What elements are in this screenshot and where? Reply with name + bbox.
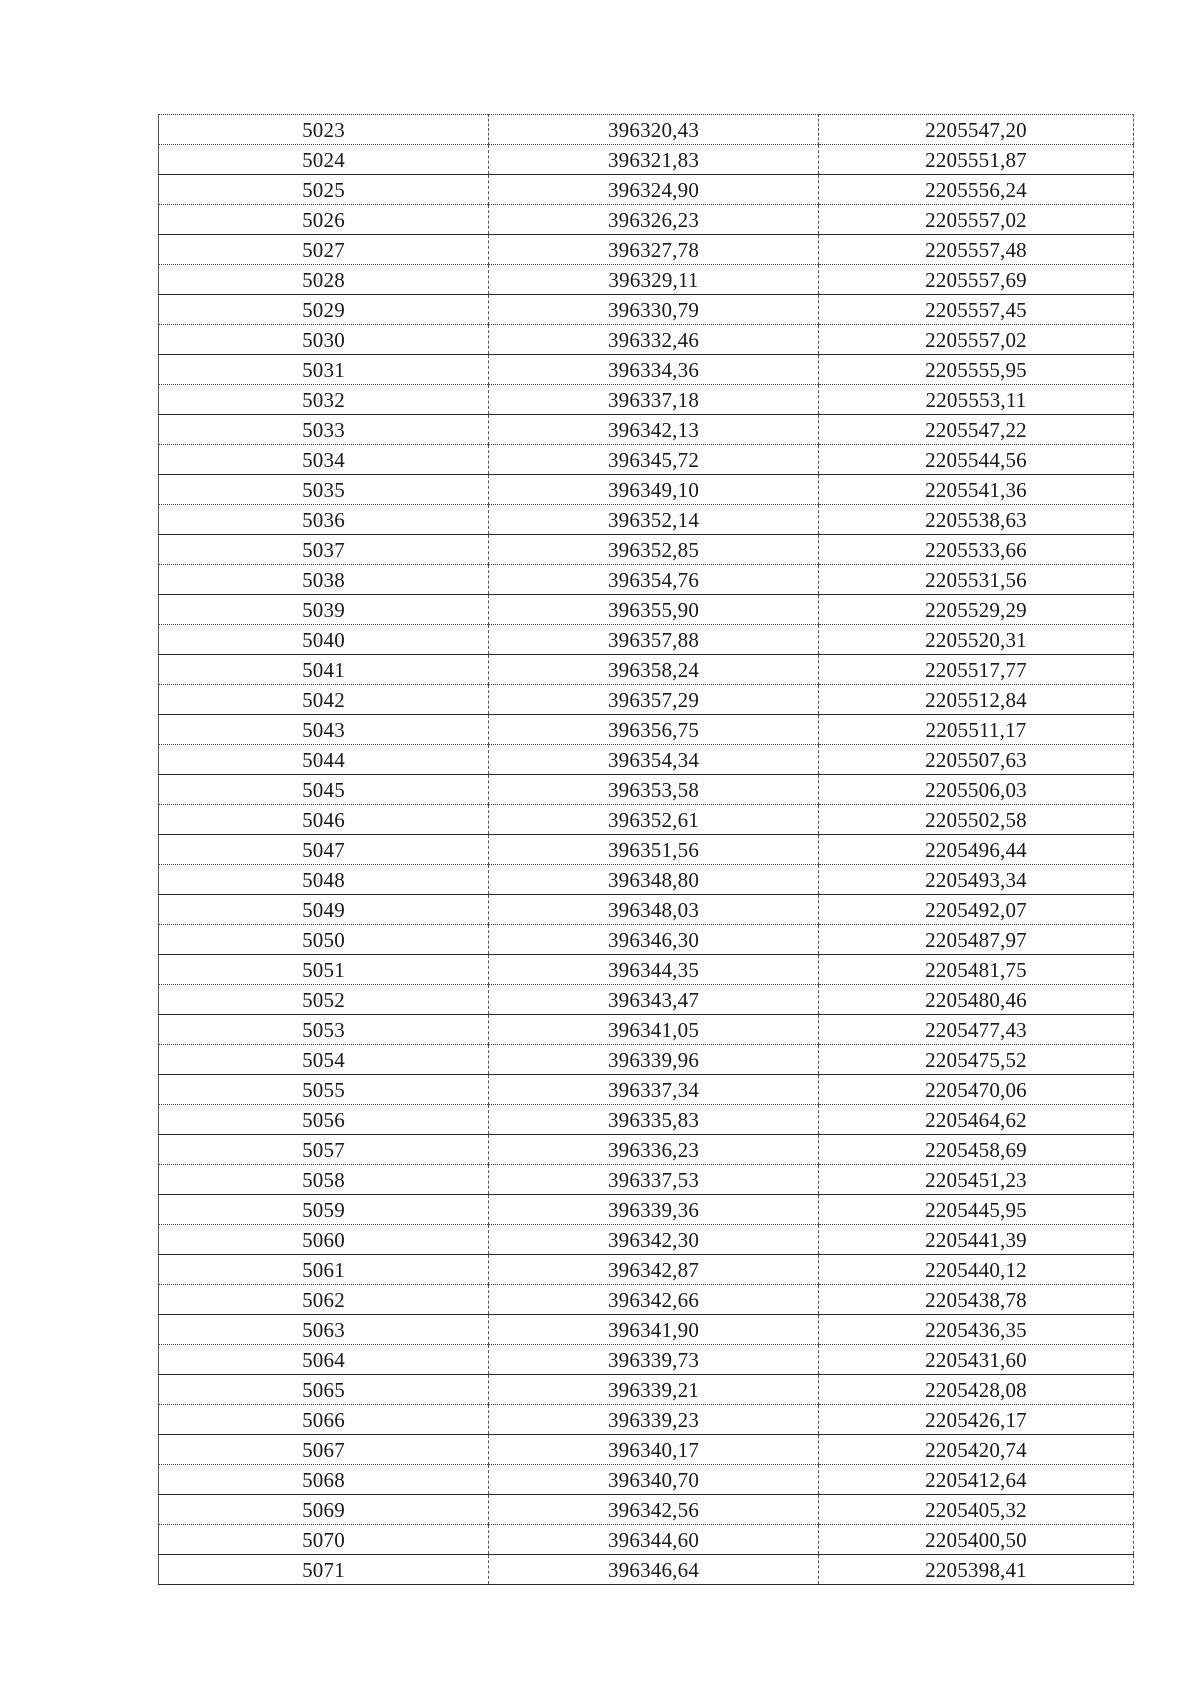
x-coordinate-cell: 396341,90 — [489, 1315, 819, 1345]
table-row — [159, 1435, 1134, 1465]
y-coordinate-cell: 2205538,63 — [819, 505, 1134, 535]
table-row — [159, 235, 1134, 265]
x-coordinate-cell: 396352,61 — [489, 805, 819, 835]
x-coordinate-cell: 396348,80 — [489, 865, 819, 895]
x-coordinate-cell: 396337,18 — [489, 385, 819, 415]
coordinates-table-body — [159, 115, 1134, 1585]
table-row — [159, 1015, 1134, 1045]
y-coordinate-cell: 2205547,20 — [819, 115, 1134, 145]
y-coordinate-cell: 2205451,23 — [819, 1165, 1134, 1195]
table-row — [159, 1525, 1134, 1555]
x-coordinate-cell: 396346,30 — [489, 925, 819, 955]
point-number-cell: 5038 — [159, 565, 489, 595]
table-row — [159, 1285, 1134, 1315]
y-coordinate-cell: 2205458,69 — [819, 1135, 1134, 1165]
y-coordinate-cell: 2205511,17 — [819, 715, 1134, 745]
point-number-cell: 5050 — [159, 925, 489, 955]
point-number-cell: 5071 — [159, 1555, 489, 1585]
y-coordinate-cell: 2205541,36 — [819, 475, 1134, 505]
x-coordinate-cell: 396343,47 — [489, 985, 819, 1015]
y-coordinate-cell: 2205547,22 — [819, 415, 1134, 445]
y-coordinate-cell: 2205557,69 — [819, 265, 1134, 295]
y-coordinate-cell: 2205533,66 — [819, 535, 1134, 565]
point-number-cell: 5040 — [159, 625, 489, 655]
x-coordinate-cell: 396341,05 — [489, 1015, 819, 1045]
point-number-cell: 5061 — [159, 1255, 489, 1285]
table-row — [159, 1315, 1134, 1345]
x-coordinate-cell: 396353,58 — [489, 775, 819, 805]
table-row — [159, 1465, 1134, 1495]
y-coordinate-cell: 2205400,50 — [819, 1525, 1134, 1555]
table-row — [159, 655, 1134, 685]
point-number-cell: 5054 — [159, 1045, 489, 1075]
y-coordinate-cell: 2205464,62 — [819, 1105, 1134, 1135]
point-number-cell: 5070 — [159, 1525, 489, 1555]
point-number-cell: 5060 — [159, 1225, 489, 1255]
y-coordinate-cell: 2205440,12 — [819, 1255, 1134, 1285]
y-coordinate-cell: 2205544,56 — [819, 445, 1134, 475]
table-row — [159, 1165, 1134, 1195]
point-number-cell: 5049 — [159, 895, 489, 925]
x-coordinate-cell: 396340,70 — [489, 1465, 819, 1495]
point-number-cell: 5032 — [159, 385, 489, 415]
point-number-cell: 5031 — [159, 355, 489, 385]
y-coordinate-cell: 2205438,78 — [819, 1285, 1134, 1315]
table-row — [159, 835, 1134, 865]
table-row — [159, 985, 1134, 1015]
x-coordinate-cell: 396332,46 — [489, 325, 819, 355]
point-number-cell: 5028 — [159, 265, 489, 295]
x-coordinate-cell: 396342,30 — [489, 1225, 819, 1255]
table-row — [159, 925, 1134, 955]
x-coordinate-cell: 396352,14 — [489, 505, 819, 535]
point-number-cell: 5058 — [159, 1165, 489, 1195]
x-coordinate-cell: 396327,78 — [489, 235, 819, 265]
x-coordinate-cell: 396351,56 — [489, 835, 819, 865]
y-coordinate-cell: 2205412,64 — [819, 1465, 1134, 1495]
table-row — [159, 175, 1134, 205]
x-coordinate-cell: 396356,75 — [489, 715, 819, 745]
table-row — [159, 775, 1134, 805]
point-number-cell: 5048 — [159, 865, 489, 895]
table-row — [159, 745, 1134, 775]
point-number-cell: 5037 — [159, 535, 489, 565]
x-coordinate-cell: 396329,11 — [489, 265, 819, 295]
point-number-cell: 5062 — [159, 1285, 489, 1315]
x-coordinate-cell: 396324,90 — [489, 175, 819, 205]
table-row — [159, 535, 1134, 565]
x-coordinate-cell: 396339,96 — [489, 1045, 819, 1075]
y-coordinate-cell: 2205493,34 — [819, 865, 1134, 895]
y-coordinate-cell: 2205470,06 — [819, 1075, 1134, 1105]
y-coordinate-cell: 2205428,08 — [819, 1375, 1134, 1405]
table-row — [159, 385, 1134, 415]
table-row — [159, 805, 1134, 835]
y-coordinate-cell: 2205556,24 — [819, 175, 1134, 205]
table-row — [159, 1225, 1134, 1255]
y-coordinate-cell: 2205481,75 — [819, 955, 1134, 985]
table-row — [159, 325, 1134, 355]
point-number-cell: 5069 — [159, 1495, 489, 1525]
x-coordinate-cell: 396357,29 — [489, 685, 819, 715]
y-coordinate-cell: 2205487,97 — [819, 925, 1134, 955]
x-coordinate-cell: 396335,83 — [489, 1105, 819, 1135]
point-number-cell: 5057 — [159, 1135, 489, 1165]
table-row — [159, 415, 1134, 445]
point-number-cell: 5068 — [159, 1465, 489, 1495]
point-number-cell: 5047 — [159, 835, 489, 865]
y-coordinate-cell: 2205480,46 — [819, 985, 1134, 1015]
table-row — [159, 355, 1134, 385]
y-coordinate-cell: 2205405,32 — [819, 1495, 1134, 1525]
point-number-cell: 5042 — [159, 685, 489, 715]
table-row — [159, 145, 1134, 175]
point-number-cell: 5035 — [159, 475, 489, 505]
y-coordinate-cell: 2205475,52 — [819, 1045, 1134, 1075]
point-number-cell: 5066 — [159, 1405, 489, 1435]
y-coordinate-cell: 2205445,95 — [819, 1195, 1134, 1225]
y-coordinate-cell: 2205520,31 — [819, 625, 1134, 655]
point-number-cell: 5023 — [159, 115, 489, 145]
x-coordinate-cell: 396339,36 — [489, 1195, 819, 1225]
x-coordinate-cell: 396334,36 — [489, 355, 819, 385]
table-row — [159, 1105, 1134, 1135]
point-number-cell: 5059 — [159, 1195, 489, 1225]
coordinates-table — [158, 114, 1134, 1585]
table-row — [159, 955, 1134, 985]
table-row — [159, 205, 1134, 235]
table-row — [159, 1045, 1134, 1075]
table-row — [159, 505, 1134, 535]
x-coordinate-cell: 396337,34 — [489, 1075, 819, 1105]
point-number-cell: 5024 — [159, 145, 489, 175]
table-row — [159, 1555, 1134, 1585]
table-row — [159, 895, 1134, 925]
table-row — [159, 1075, 1134, 1105]
y-coordinate-cell: 2205507,63 — [819, 745, 1134, 775]
y-coordinate-cell: 2205553,11 — [819, 385, 1134, 415]
y-coordinate-cell: 2205512,84 — [819, 685, 1134, 715]
point-number-cell: 5029 — [159, 295, 489, 325]
y-coordinate-cell: 2205502,58 — [819, 805, 1134, 835]
x-coordinate-cell: 396320,43 — [489, 115, 819, 145]
x-coordinate-cell: 396339,73 — [489, 1345, 819, 1375]
x-coordinate-cell: 396349,10 — [489, 475, 819, 505]
table-row — [159, 475, 1134, 505]
point-number-cell: 5067 — [159, 1435, 489, 1465]
point-number-cell: 5051 — [159, 955, 489, 985]
x-coordinate-cell: 396339,23 — [489, 1405, 819, 1435]
point-number-cell: 5053 — [159, 1015, 489, 1045]
y-coordinate-cell: 2205431,60 — [819, 1345, 1134, 1375]
x-coordinate-cell: 396352,85 — [489, 535, 819, 565]
x-coordinate-cell: 396337,53 — [489, 1165, 819, 1195]
x-coordinate-cell: 396355,90 — [489, 595, 819, 625]
table-row — [159, 1135, 1134, 1165]
point-number-cell: 5045 — [159, 775, 489, 805]
x-coordinate-cell: 396342,13 — [489, 415, 819, 445]
table-row — [159, 445, 1134, 475]
table-row — [159, 295, 1134, 325]
x-coordinate-cell: 396354,34 — [489, 745, 819, 775]
table-row — [159, 715, 1134, 745]
table-row — [159, 1495, 1134, 1525]
table-row — [159, 265, 1134, 295]
y-coordinate-cell: 2205551,87 — [819, 145, 1134, 175]
table-row — [159, 595, 1134, 625]
x-coordinate-cell: 396336,23 — [489, 1135, 819, 1165]
x-coordinate-cell: 396344,60 — [489, 1525, 819, 1555]
y-coordinate-cell: 2205436,35 — [819, 1315, 1134, 1345]
point-number-cell: 5043 — [159, 715, 489, 745]
point-number-cell: 5056 — [159, 1105, 489, 1135]
point-number-cell: 5041 — [159, 655, 489, 685]
point-number-cell: 5034 — [159, 445, 489, 475]
x-coordinate-cell: 396358,24 — [489, 655, 819, 685]
x-coordinate-cell: 396344,35 — [489, 955, 819, 985]
y-coordinate-cell: 2205529,29 — [819, 595, 1134, 625]
table-row — [159, 1195, 1134, 1225]
table-row — [159, 685, 1134, 715]
y-coordinate-cell: 2205420,74 — [819, 1435, 1134, 1465]
x-coordinate-cell: 396321,83 — [489, 145, 819, 175]
point-number-cell: 5063 — [159, 1315, 489, 1345]
y-coordinate-cell: 2205506,03 — [819, 775, 1134, 805]
table-row — [159, 865, 1134, 895]
y-coordinate-cell: 2205426,17 — [819, 1405, 1134, 1435]
y-coordinate-cell: 2205555,95 — [819, 355, 1134, 385]
x-coordinate-cell: 396340,17 — [489, 1435, 819, 1465]
y-coordinate-cell: 2205398,41 — [819, 1555, 1134, 1585]
table-row — [159, 1345, 1134, 1375]
point-number-cell: 5027 — [159, 235, 489, 265]
y-coordinate-cell: 2205557,02 — [819, 205, 1134, 235]
y-coordinate-cell: 2205557,02 — [819, 325, 1134, 355]
table-row — [159, 625, 1134, 655]
y-coordinate-cell: 2205557,48 — [819, 235, 1134, 265]
point-number-cell: 5064 — [159, 1345, 489, 1375]
x-coordinate-cell: 396330,79 — [489, 295, 819, 325]
point-number-cell: 5065 — [159, 1375, 489, 1405]
table-row — [159, 565, 1134, 595]
y-coordinate-cell: 2205557,45 — [819, 295, 1134, 325]
x-coordinate-cell: 396348,03 — [489, 895, 819, 925]
x-coordinate-cell: 396342,87 — [489, 1255, 819, 1285]
y-coordinate-cell: 2205531,56 — [819, 565, 1134, 595]
y-coordinate-cell: 2205492,07 — [819, 895, 1134, 925]
table-row — [159, 1375, 1134, 1405]
table-row — [159, 115, 1134, 145]
point-number-cell: 5052 — [159, 985, 489, 1015]
y-coordinate-cell: 2205496,44 — [819, 835, 1134, 865]
point-number-cell: 5033 — [159, 415, 489, 445]
point-number-cell: 5055 — [159, 1075, 489, 1105]
x-coordinate-cell: 396342,66 — [489, 1285, 819, 1315]
y-coordinate-cell: 2205441,39 — [819, 1225, 1134, 1255]
point-number-cell: 5039 — [159, 595, 489, 625]
point-number-cell: 5030 — [159, 325, 489, 355]
point-number-cell: 5025 — [159, 175, 489, 205]
y-coordinate-cell: 2205477,43 — [819, 1015, 1134, 1045]
point-number-cell: 5026 — [159, 205, 489, 235]
x-coordinate-cell: 396326,23 — [489, 205, 819, 235]
y-coordinate-cell: 2205517,77 — [819, 655, 1134, 685]
table-row — [159, 1255, 1134, 1285]
x-coordinate-cell: 396354,76 — [489, 565, 819, 595]
table-row — [159, 1405, 1134, 1435]
x-coordinate-cell: 396357,88 — [489, 625, 819, 655]
x-coordinate-cell: 396345,72 — [489, 445, 819, 475]
point-number-cell: 5044 — [159, 745, 489, 775]
x-coordinate-cell: 396342,56 — [489, 1495, 819, 1525]
x-coordinate-cell: 396339,21 — [489, 1375, 819, 1405]
point-number-cell: 5036 — [159, 505, 489, 535]
x-coordinate-cell: 396346,64 — [489, 1555, 819, 1585]
point-number-cell: 5046 — [159, 805, 489, 835]
